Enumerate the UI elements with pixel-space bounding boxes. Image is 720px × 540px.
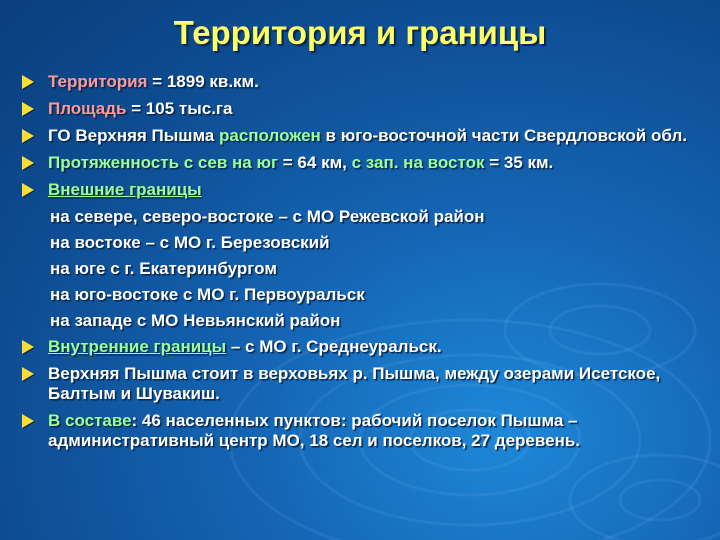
border-text: на юго-востоке с МО г. Первоуральск	[50, 285, 365, 304]
border-item	[20, 207, 700, 227]
border-text: на юге с г. Екатеринбургом	[50, 259, 277, 278]
arrow-bullet-icon	[22, 75, 34, 89]
arrow-bullet-icon	[22, 340, 34, 354]
item-label: расположен	[218, 126, 321, 145]
border-text: на западе с МО Невьянский район	[50, 311, 341, 330]
list-item	[20, 153, 700, 173]
border-item	[20, 259, 700, 279]
list-item	[20, 180, 700, 200]
list-item	[20, 126, 700, 146]
list-item	[20, 364, 700, 404]
arrow-bullet-icon	[22, 367, 34, 381]
item-prefix: ГО Верхняя Пышма	[48, 126, 219, 145]
border-text: на севере, северо-востоке – с МО Режевской район	[50, 207, 485, 226]
item-label: В составе	[48, 411, 132, 430]
item-text: : 46 населенных пунктов: рабочий поселок Пышма – административный центр МО, 18 сел и поселков, 27 деревень.	[48, 411, 581, 450]
item-text: в юго-восточной части Свердловской обл.	[320, 126, 687, 145]
arrow-bullet-icon	[22, 102, 34, 116]
border-item	[20, 285, 700, 305]
item-text-2: = 35 км.	[484, 153, 554, 172]
item-label: Протяженность с сев на юг	[48, 153, 279, 172]
list-item	[20, 411, 700, 451]
bullet-list	[20, 72, 700, 458]
item-label: Территория	[48, 72, 148, 91]
list-item	[20, 72, 700, 92]
border-item	[20, 233, 700, 253]
arrow-bullet-icon	[22, 414, 34, 428]
item-text: = 64 км,	[278, 153, 352, 172]
item-text: Верхняя Пышма стоит в верховьях р. Пышма, между озерами Исетское, Балтым и Шувакиш.	[48, 364, 661, 403]
border-item	[20, 311, 700, 331]
arrow-bullet-icon	[22, 129, 34, 143]
item-text: = 1899 кв.км.	[147, 72, 259, 91]
item-text: – с МО г. Среднеуральск.	[226, 337, 442, 356]
item-text: = 105 тыс.га	[126, 99, 233, 118]
arrow-bullet-icon	[22, 156, 34, 170]
arrow-bullet-icon	[22, 183, 34, 197]
external-borders-link[interactable]: Внешние границы	[48, 180, 202, 199]
list-item	[20, 99, 700, 119]
internal-borders-link[interactable]: Внутренние границы	[48, 337, 227, 356]
border-text: на востоке – с МО г. Березовский	[50, 233, 330, 252]
item-label: Площадь	[48, 99, 127, 118]
list-item	[20, 337, 700, 357]
item-label-2: с зап. на восток	[351, 153, 485, 172]
slide-title: Территория и границы	[173, 14, 547, 51]
